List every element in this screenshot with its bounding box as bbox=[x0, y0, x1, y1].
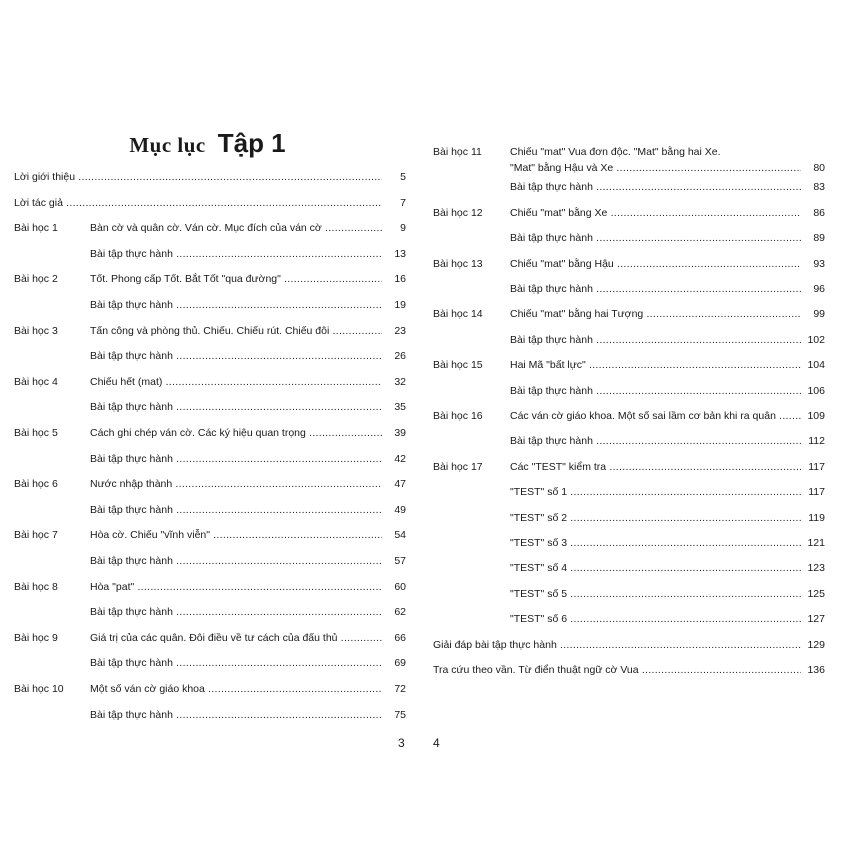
toc-entry bbox=[425, 408, 850, 424]
toc-entry-text: "TEST" số 1 ..... bbox=[510, 484, 801, 500]
toc-entry-page: 23 bbox=[394, 324, 406, 337]
toc-entry-text: Bài tập thực hành ..... bbox=[90, 553, 382, 569]
lesson-label: Bài học 4 bbox=[14, 375, 58, 388]
toc-entry-page: 119 bbox=[808, 511, 825, 524]
toc-entry bbox=[425, 332, 850, 348]
toc-entry-text: "TEST" số 5 ..... bbox=[510, 586, 801, 602]
toc-entry-text: Giải đáp bài tập thực hành ..... bbox=[433, 637, 801, 653]
toc-entry bbox=[0, 604, 415, 620]
toc-entry-text: Chiếu hết (mat) ..... bbox=[90, 374, 382, 390]
toc-entry bbox=[0, 220, 415, 236]
lesson-label: Bài học 15 bbox=[433, 359, 483, 372]
page-number-right: 4 bbox=[433, 736, 440, 750]
toc-entry bbox=[0, 246, 415, 262]
toc-entry bbox=[425, 383, 850, 399]
lesson-label: Bài học 8 bbox=[14, 580, 58, 593]
toc-entry bbox=[425, 662, 850, 678]
toc-entry bbox=[425, 637, 850, 653]
toc-entry-page: 104 bbox=[807, 359, 825, 372]
toc-entry bbox=[0, 553, 415, 569]
toc-entry-page: 106 bbox=[807, 384, 825, 397]
toc-entry-text: Tấn công và phòng thủ. Chiếu. Chiếu rút. Chiếu đôi ..... bbox=[90, 323, 382, 339]
toc-entry-text: Chiếu "mat" bằng hai Tượng ..... bbox=[510, 306, 801, 322]
toc-entry-page: 99 bbox=[813, 308, 825, 321]
toc-entry-text: Hòa "pat" ..... bbox=[90, 579, 382, 595]
toc-entry-page: 47 bbox=[394, 478, 406, 491]
lesson-label: Bài học 11 bbox=[433, 146, 482, 158]
toc-entry bbox=[0, 681, 415, 697]
toc-entry-text: Bài tập thực hành ..... bbox=[90, 451, 382, 467]
lesson-label: Bài học 16 bbox=[433, 410, 483, 422]
toc-entry-page: 102 bbox=[807, 333, 825, 346]
toc-entry-page: 109 bbox=[807, 410, 825, 422]
toc-title bbox=[0, 128, 415, 159]
toc-entry-text: Các ván cờ giáo khoa. Một số sai lầm cơ bản khi ra quân ..... bbox=[510, 408, 801, 424]
toc-entry-text: Bài tập thực hành ..... bbox=[90, 707, 382, 723]
toc-entry-page: 83 bbox=[813, 181, 825, 194]
lesson-label: Bài học 5 bbox=[14, 427, 58, 439]
toc-entry-page: 32 bbox=[394, 375, 406, 388]
toc-entry-text: Bài tập thực hành ..... bbox=[510, 230, 801, 246]
toc-entry bbox=[425, 205, 850, 221]
toc-entry-text: Bài tập thực hành ..... bbox=[510, 433, 801, 449]
toc-entry bbox=[425, 144, 850, 174]
toc-entry-text: Bài tập thực hành ..... bbox=[90, 604, 382, 620]
toc-entry bbox=[0, 399, 415, 415]
toc-entry-text: Chiếu "mat" bằng Hậu ..... bbox=[510, 256, 801, 272]
toc-entry bbox=[0, 374, 415, 390]
toc-entry-page: 89 bbox=[813, 232, 825, 245]
toc-entry-text: Cách ghi chép ván cờ. Các ký hiệu quan trọng ..... bbox=[90, 425, 382, 441]
toc-entry-text: "TEST" số 2 ..... bbox=[510, 510, 801, 526]
toc-entry-page: 16 bbox=[394, 273, 406, 286]
toc-entry-page: 93 bbox=[813, 257, 825, 270]
toc-entry-text: Tốt. Phong cấp Tốt. Bắt Tốt "qua đường" ..... bbox=[90, 271, 382, 287]
lesson-label: Bài học 17 bbox=[433, 460, 483, 473]
toc-entry-page: 7 bbox=[400, 196, 406, 209]
toc-entry bbox=[425, 281, 850, 297]
toc-entry bbox=[0, 579, 415, 595]
toc-entry-page: 69 bbox=[394, 657, 406, 670]
toc-entry bbox=[0, 451, 415, 467]
toc-entry-page: 80 bbox=[813, 162, 825, 174]
toc-entry-text: Giá trị của các quân. Đôi điều về tư cách của đấu thủ ..... bbox=[90, 630, 382, 646]
toc-entry-text: Hai Mã "bất lực" ..... bbox=[510, 357, 801, 373]
toc-entry-page: 117 bbox=[808, 460, 825, 473]
lesson-label: Bài học 12 bbox=[433, 206, 483, 219]
toc-entry-page: 117 bbox=[808, 486, 825, 499]
toc-entry bbox=[0, 655, 415, 671]
toc-entry-page: 136 bbox=[807, 664, 825, 676]
toc-entry bbox=[0, 502, 415, 518]
toc-entry-text: Bài tập thực hành ..... bbox=[510, 179, 801, 195]
toc-entry bbox=[425, 611, 850, 627]
toc-entry-page: 19 bbox=[394, 299, 406, 311]
toc-entry bbox=[0, 169, 415, 185]
toc-entry-page: 42 bbox=[394, 452, 406, 465]
toc-entry-page: 39 bbox=[394, 427, 406, 439]
toc-entry bbox=[425, 560, 850, 576]
toc-entry bbox=[425, 256, 850, 272]
toc-entry-page: 49 bbox=[394, 503, 406, 516]
lesson-label: Bài học 13 bbox=[433, 257, 483, 270]
toc-entry-page: 75 bbox=[394, 708, 406, 721]
toc-entry-page: 62 bbox=[394, 606, 406, 619]
toc-entry bbox=[0, 707, 415, 723]
lesson-label: Bài học 1 bbox=[14, 222, 58, 235]
toc-entry-text: Chiếu "mat" bằng Xe ..... bbox=[510, 205, 801, 221]
toc-entry bbox=[0, 297, 415, 313]
toc-entry-text: Hòa cờ. Chiếu "vĩnh viễn" ..... bbox=[90, 527, 382, 543]
toc-entry-text: "TEST" số 6 ..... bbox=[510, 611, 801, 627]
left-page bbox=[0, 0, 415, 850]
toc-entry bbox=[0, 271, 415, 287]
toc-entry-page: 54 bbox=[394, 529, 406, 542]
toc-entry-page: 66 bbox=[394, 631, 406, 644]
toc-entry-page: 86 bbox=[813, 206, 825, 219]
toc-entry-text: Tra cứu theo vần. Từ điển thuật ngữ cờ Vua ..... bbox=[433, 662, 801, 678]
toc-entry-page: 72 bbox=[394, 683, 406, 695]
toc-entry-page: 123 bbox=[807, 562, 825, 575]
lesson-label: Bài học 7 bbox=[14, 529, 58, 542]
toc-entry-page: 129 bbox=[807, 638, 825, 651]
toc-entry-page: 127 bbox=[807, 613, 825, 626]
toc-entry-text: Bàn cờ và quân cờ. Ván cờ. Mục đích của ván cờ ..... bbox=[90, 220, 382, 236]
toc-entry-text: Nước nhập thành ..... bbox=[90, 476, 382, 492]
toc-entry-text: Một số ván cờ giáo khoa ..... bbox=[90, 681, 382, 697]
toc-entry-text: Lời giới thiệu ..... bbox=[14, 169, 382, 185]
toc-entry bbox=[425, 306, 850, 322]
toc-entry bbox=[0, 476, 415, 492]
right-page bbox=[425, 0, 850, 850]
toc-entry bbox=[0, 323, 415, 339]
toc-entry-page: 112 bbox=[808, 435, 825, 448]
toc-entry-text: Bài tập thực hành ..... bbox=[90, 348, 382, 364]
toc-entry bbox=[0, 425, 415, 441]
toc-entry-page: 9 bbox=[400, 222, 406, 235]
toc-entry bbox=[425, 230, 850, 246]
lesson-label: Bài học 10 bbox=[14, 683, 64, 695]
toc-entry bbox=[0, 195, 415, 211]
lesson-label: Bài học 3 bbox=[14, 324, 58, 337]
toc-title-volume: Tập 1 bbox=[217, 128, 286, 158]
toc-entry-page: 125 bbox=[807, 587, 825, 600]
toc-entry bbox=[425, 510, 850, 526]
toc-entry-text: Bài tập thực hành ..... bbox=[90, 297, 382, 313]
toc-entry-page: 96 bbox=[813, 283, 825, 295]
toc-entry-page: 26 bbox=[394, 350, 406, 363]
toc-entry-page: 60 bbox=[394, 580, 406, 593]
lesson-label: Bài học 2 bbox=[14, 273, 58, 286]
toc-entry-page: 5 bbox=[400, 171, 406, 183]
toc-entry-text: Bài tập thực hành ..... bbox=[90, 655, 382, 671]
lesson-label: Bài học 14 bbox=[433, 308, 483, 321]
toc-title-main: Mục lục bbox=[129, 133, 206, 157]
toc-entry-text: Bài tập thực hành ..... bbox=[510, 383, 801, 399]
toc-entry bbox=[0, 527, 415, 543]
toc-entry bbox=[425, 179, 850, 195]
toc-entry-text: Bài tập thực hành ..... bbox=[510, 281, 801, 297]
toc-entry-page: 35 bbox=[394, 401, 406, 414]
toc-entry-text: Lời tác giả ..... bbox=[14, 195, 382, 211]
toc-entry bbox=[425, 535, 850, 551]
lesson-label: Bài học 6 bbox=[14, 478, 58, 491]
toc-entry-text: Bài tập thực hành ..... bbox=[510, 332, 801, 348]
page-number-left: 3 bbox=[398, 736, 405, 750]
toc-entry-page: 121 bbox=[807, 537, 825, 549]
toc-entry-text: Các "TEST" kiểm tra ..... bbox=[510, 459, 801, 475]
toc-entry-text-line1: Chiếu "mat" Vua đơn độc. "Mat" bằng hai Xe. bbox=[510, 146, 721, 158]
toc-entry bbox=[425, 586, 850, 602]
toc-entry-page: 13 bbox=[394, 247, 406, 260]
toc-entry-text: Bài tập thực hành ..... bbox=[90, 502, 382, 518]
toc-entry-page: 57 bbox=[394, 555, 406, 567]
lesson-label: Bài học 9 bbox=[14, 631, 58, 644]
toc-entry-text: "Mat" bằng Hậu và Xe ..... bbox=[510, 160, 801, 176]
toc-entry bbox=[0, 630, 415, 646]
toc-entry bbox=[425, 484, 850, 500]
toc-entry bbox=[425, 433, 850, 449]
toc-entry bbox=[425, 357, 850, 373]
toc-entry bbox=[0, 348, 415, 364]
toc-entry bbox=[425, 459, 850, 475]
toc-entry-text: "TEST" số 4 ..... bbox=[510, 560, 801, 576]
toc-entry-text: Bài tập thực hành ..... bbox=[90, 399, 382, 415]
toc-entry-text: Bài tập thực hành ..... bbox=[90, 246, 382, 262]
toc-entry-text: "TEST" số 3 ..... bbox=[510, 535, 801, 551]
